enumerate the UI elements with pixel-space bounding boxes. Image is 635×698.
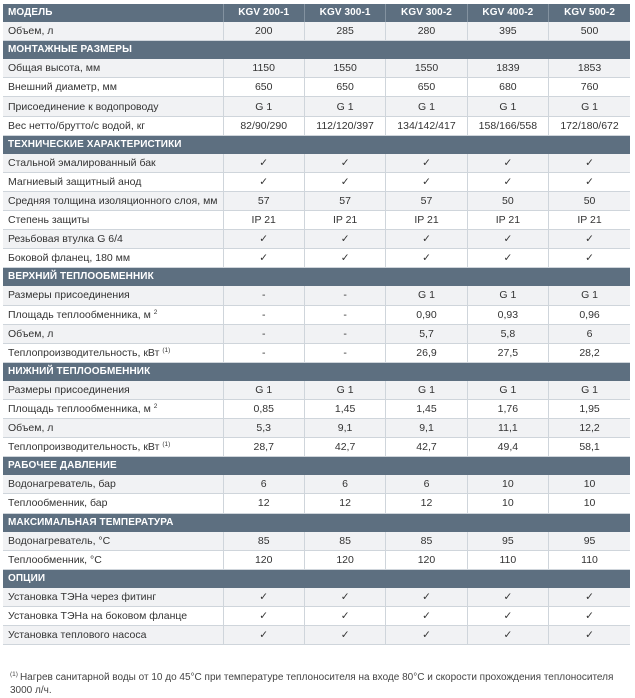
section-title: ВЕРХНИЙ ТЕПЛООБМЕННИК (3, 268, 630, 287)
row-label-cell (3, 419, 223, 438)
row-label: Средняя толщина изоляционного слоя, мм (8, 194, 218, 207)
row-label-cell (3, 626, 223, 645)
value-cell: 50 (549, 191, 630, 210)
value-cell: - (223, 305, 304, 324)
section-header (3, 513, 630, 532)
value-cell: ✓ (386, 249, 467, 268)
value-cell: 1,45 (386, 399, 467, 418)
value-cell: 0,96 (549, 305, 630, 324)
value-cell: 28,7 (223, 438, 304, 457)
row-label-superscript: (1) (162, 441, 171, 449)
value-cell: ✓ (223, 230, 304, 249)
value-cell: 0,93 (467, 305, 548, 324)
value-cell: ✓ (467, 172, 548, 191)
value-cell: ✓ (304, 588, 385, 607)
section-header (3, 457, 630, 476)
value-cell: ✓ (304, 154, 385, 173)
table-row (3, 305, 630, 324)
footnote (10, 668, 630, 697)
row-label-cell (3, 381, 223, 400)
value-cell: ✓ (467, 230, 548, 249)
value-cell: 49,4 (467, 438, 548, 457)
value-cell: 1550 (304, 59, 385, 78)
value-cell: ✓ (549, 230, 630, 249)
value-cell: 12,2 (549, 419, 630, 438)
value-cell: 110 (549, 550, 630, 569)
row-label: Теплопроизводительность, кВт (8, 346, 160, 359)
row-label: Теплопроизводительность, кВт (8, 441, 160, 454)
value-cell: - (223, 286, 304, 305)
footnote-mark: (1) (10, 671, 18, 678)
row-label-cell (3, 343, 223, 362)
value-cell: IP 21 (549, 211, 630, 230)
value-cell: 285 (304, 22, 385, 41)
section-header (3, 569, 630, 588)
value-cell: ✓ (467, 154, 548, 173)
row-label: Водонагреватель, бар (8, 478, 116, 491)
table-row (3, 172, 630, 191)
value-cell: 58,1 (549, 438, 630, 457)
section-header (3, 362, 630, 381)
value-cell: IP 21 (467, 211, 548, 230)
value-cell: 120 (304, 550, 385, 569)
value-cell: 1853 (549, 59, 630, 78)
value-cell: ✓ (386, 588, 467, 607)
value-cell: ✓ (386, 607, 467, 626)
value-cell: 1839 (467, 59, 548, 78)
row-label: Резьбовая втулка G 6/4 (8, 233, 123, 246)
row-label: Установка ТЭНа через фитинг (8, 590, 157, 603)
value-cell: 1550 (386, 59, 467, 78)
value-cell: 42,7 (304, 438, 385, 457)
row-label-cell (3, 78, 223, 97)
row-label-cell (3, 211, 223, 230)
table-row (3, 588, 630, 607)
table-row (3, 59, 630, 78)
row-label: Площадь теплообменника, м (8, 403, 151, 416)
table-row (3, 494, 630, 513)
value-cell: G 1 (223, 97, 304, 116)
value-cell: G 1 (467, 97, 548, 116)
value-cell: 57 (223, 191, 304, 210)
value-cell: ✓ (467, 607, 548, 626)
model-header: KGV 500-2 (549, 4, 630, 22)
value-cell: 85 (223, 532, 304, 551)
value-cell: 95 (549, 532, 630, 551)
spec-body (3, 22, 630, 645)
row-label: Установка ТЭНа на боковом фланце (8, 610, 188, 623)
row-label-cell (3, 588, 223, 607)
value-cell: - (223, 343, 304, 362)
value-cell: 110 (467, 550, 548, 569)
value-cell: G 1 (223, 381, 304, 400)
value-cell: ✓ (549, 607, 630, 626)
row-label-cell (3, 607, 223, 626)
value-cell: 10 (467, 494, 548, 513)
table-row (3, 22, 630, 41)
value-cell: ✓ (223, 154, 304, 173)
value-cell: 85 (386, 532, 467, 551)
value-cell: 27,5 (467, 343, 548, 362)
row-label: Размеры присоединения (8, 383, 130, 396)
row-label-cell (3, 399, 223, 418)
value-cell: ✓ (549, 154, 630, 173)
row-label-cell (3, 191, 223, 210)
value-cell: ✓ (304, 249, 385, 268)
section-header (3, 41, 630, 60)
value-cell: 1,95 (549, 399, 630, 418)
section-title: НИЖНИЙ ТЕПЛООБМЕННИК (3, 362, 630, 381)
value-cell: 200 (223, 22, 304, 41)
row-label-cell (3, 172, 223, 191)
row-label: Объем, л (8, 422, 54, 435)
row-label: Объем, л (8, 327, 54, 340)
value-cell: 1150 (223, 59, 304, 78)
value-cell: 85 (304, 532, 385, 551)
value-cell: 9,1 (304, 419, 385, 438)
spec-table (3, 4, 630, 645)
value-cell: 1,76 (467, 399, 548, 418)
value-cell: 134/142/417 (386, 116, 467, 135)
table-row (3, 78, 630, 97)
row-label-superscript: (1) (162, 346, 171, 354)
value-cell: 11,1 (467, 419, 548, 438)
value-cell: G 1 (549, 97, 630, 116)
value-cell: 57 (386, 191, 467, 210)
value-cell: 0,90 (386, 305, 467, 324)
value-cell: 10 (549, 475, 630, 494)
value-cell: ✓ (386, 230, 467, 249)
row-label: Площадь теплообменника, м (8, 308, 151, 321)
section-title: РАБОЧЕЕ ДАВЛЕНИЕ (3, 457, 630, 476)
header-label: МОДЕЛЬ (3, 4, 223, 22)
table-row (3, 211, 630, 230)
row-label-cell (3, 305, 223, 324)
table-row (3, 230, 630, 249)
row-label-superscript: 2 (153, 403, 158, 411)
row-label-cell (3, 154, 223, 173)
section-header (3, 268, 630, 287)
row-label-cell (3, 116, 223, 135)
value-cell: 172/180/672 (549, 116, 630, 135)
value-cell: ✓ (304, 626, 385, 645)
table-row (3, 154, 630, 173)
model-header: KGV 200-1 (223, 4, 304, 22)
value-cell: 680 (467, 78, 548, 97)
value-cell: 6 (549, 324, 630, 343)
value-cell: 6 (304, 475, 385, 494)
value-cell: ✓ (549, 172, 630, 191)
value-cell: 26,9 (386, 343, 467, 362)
value-cell: 42,7 (386, 438, 467, 457)
value-cell: ✓ (467, 588, 548, 607)
table-row (3, 475, 630, 494)
value-cell: G 1 (386, 286, 467, 305)
value-cell: 10 (549, 494, 630, 513)
row-label: Общая высота, мм (8, 62, 101, 75)
value-cell: 650 (223, 78, 304, 97)
section-title: ОПЦИИ (3, 569, 630, 588)
value-cell: 112/120/397 (304, 116, 385, 135)
value-cell: 650 (386, 78, 467, 97)
row-label: Стальной эмалированный бак (8, 156, 156, 169)
value-cell: IP 21 (223, 211, 304, 230)
row-label: Степень защиты (8, 214, 90, 227)
table-row (3, 116, 630, 135)
table-row (3, 419, 630, 438)
table-row (3, 399, 630, 418)
row-label: Присоединение к водопроводу (8, 100, 159, 113)
value-cell: 650 (304, 78, 385, 97)
value-cell: 95 (467, 532, 548, 551)
row-label-superscript: 2 (153, 308, 158, 316)
value-cell: ✓ (549, 626, 630, 645)
value-cell: G 1 (386, 97, 467, 116)
row-label: Теплообменник, бар (8, 497, 108, 510)
value-cell: G 1 (467, 286, 548, 305)
table-row (3, 324, 630, 343)
row-label-cell (3, 532, 223, 551)
model-header: KGV 300-1 (304, 4, 385, 22)
value-cell: G 1 (549, 286, 630, 305)
row-label-cell (3, 475, 223, 494)
row-label-cell (3, 97, 223, 116)
value-cell: 28,2 (549, 343, 630, 362)
value-cell: 280 (386, 22, 467, 41)
value-cell: 1,45 (304, 399, 385, 418)
spec-sheet (3, 4, 630, 696)
value-cell: ✓ (304, 172, 385, 191)
value-cell: - (304, 286, 385, 305)
row-label: Вес нетто/брутто/с водой, кг (8, 119, 146, 132)
table-row (3, 626, 630, 645)
table-row (3, 249, 630, 268)
table-row (3, 607, 630, 626)
value-cell: 120 (223, 550, 304, 569)
row-label-cell (3, 286, 223, 305)
section-title: МАКСИМАЛЬНАЯ ТЕМПЕРАТУРА (3, 513, 630, 532)
value-cell: 500 (549, 22, 630, 41)
table-row (3, 343, 630, 362)
row-label-cell (3, 438, 223, 457)
value-cell: ✓ (223, 172, 304, 191)
value-cell: 5,7 (386, 324, 467, 343)
row-label: Объем, л (8, 25, 54, 38)
value-cell: G 1 (304, 381, 385, 400)
value-cell: ✓ (223, 607, 304, 626)
value-cell: ✓ (223, 249, 304, 268)
value-cell: 158/166/558 (467, 116, 548, 135)
value-cell: G 1 (467, 381, 548, 400)
value-cell: 82/90/290 (223, 116, 304, 135)
value-cell: 9,1 (386, 419, 467, 438)
value-cell: IP 21 (304, 211, 385, 230)
table-row (3, 191, 630, 210)
value-cell: ✓ (467, 626, 548, 645)
section-title: ТЕХНИЧЕСКИЕ ХАРАКТЕРИСТИКИ (3, 135, 630, 154)
value-cell: - (304, 305, 385, 324)
value-cell: 0,85 (223, 399, 304, 418)
value-cell: ✓ (386, 626, 467, 645)
value-cell: 5,3 (223, 419, 304, 438)
value-cell: 10 (467, 475, 548, 494)
row-label-cell (3, 550, 223, 569)
value-cell: 50 (467, 191, 548, 210)
value-cell: ✓ (223, 588, 304, 607)
value-cell: 760 (549, 78, 630, 97)
value-cell: - (223, 324, 304, 343)
model-header: KGV 300-2 (386, 4, 467, 22)
row-label-cell (3, 324, 223, 343)
row-label: Боковой фланец, 180 мм (8, 252, 131, 265)
section-header (3, 135, 630, 154)
value-cell: ✓ (223, 626, 304, 645)
value-cell: G 1 (386, 381, 467, 400)
row-label-cell (3, 494, 223, 513)
value-cell: ✓ (304, 230, 385, 249)
value-cell: ✓ (467, 249, 548, 268)
value-cell: 120 (386, 550, 467, 569)
value-cell: 12 (223, 494, 304, 513)
table-row (3, 286, 630, 305)
value-cell: IP 21 (386, 211, 467, 230)
row-label: Размеры присоединения (8, 289, 130, 302)
value-cell: 57 (304, 191, 385, 210)
value-cell: ✓ (549, 249, 630, 268)
value-cell: ✓ (386, 172, 467, 191)
row-label: Магниевый защитный анод (8, 175, 142, 188)
table-row (3, 550, 630, 569)
row-label-cell (3, 230, 223, 249)
value-cell: ✓ (386, 154, 467, 173)
row-label-cell (3, 22, 223, 41)
value-cell: 395 (467, 22, 548, 41)
value-cell: 12 (304, 494, 385, 513)
value-cell: G 1 (549, 381, 630, 400)
value-cell: 12 (386, 494, 467, 513)
value-cell: - (304, 343, 385, 362)
value-cell: G 1 (304, 97, 385, 116)
value-cell: 6 (223, 475, 304, 494)
row-label: Теплообменник, °С (8, 553, 102, 566)
value-cell: ✓ (304, 607, 385, 626)
footnote-text: Нагрев санитарной воды от 10 до 45°С при температуре теплоносителя на входе 80°С и скорости прохождения теплоносителя 3000 л/ч. (10, 672, 614, 696)
row-label: Установка теплового насоса (8, 629, 147, 642)
value-cell: - (304, 324, 385, 343)
value-cell: 6 (386, 475, 467, 494)
row-label: Внешний диаметр, мм (8, 81, 117, 94)
row-label-cell (3, 59, 223, 78)
table-row (3, 438, 630, 457)
section-title: МОНТАЖНЫЕ РАЗМЕРЫ (3, 41, 630, 60)
table-row (3, 381, 630, 400)
header-row (3, 4, 630, 22)
row-label: Водонагреватель, °С (8, 534, 111, 547)
table-row (3, 97, 630, 116)
table-row (3, 532, 630, 551)
model-header: KGV 400-2 (467, 4, 548, 22)
value-cell: ✓ (549, 588, 630, 607)
value-cell: 5,8 (467, 324, 548, 343)
row-label-cell (3, 249, 223, 268)
